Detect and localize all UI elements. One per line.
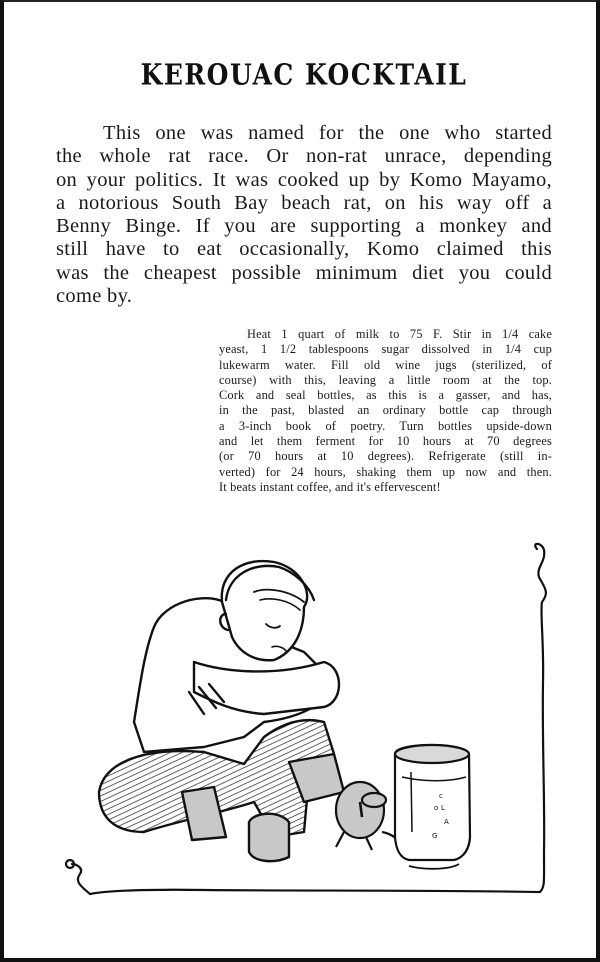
intro-line: on your politics. It was cooked up by Komo Mayamo, — [56, 168, 552, 191]
alarm-clock-icon — [336, 782, 404, 850]
recipe-line: verted) for 24 hours, shaking them up now and then. — [219, 464, 552, 479]
recipe-line: Cork and seal bottles, as this is a gasser, and has, — [219, 388, 552, 403]
svg-text:L: L — [441, 804, 445, 812]
svg-text:G: G — [432, 832, 438, 840]
intro-paragraph — [56, 122, 552, 308]
recipe-line: a 3-inch book of poetry. Turn bottles upside-down — [219, 418, 552, 433]
recipe-line: in the past, blasted an ordinary bottle cap through — [219, 403, 552, 418]
intro-line: still have to eat occasionally, Komo claimed this — [56, 238, 552, 261]
recipe-line: (or 70 hours at 10 degrees). Refrigerate (still in- — [219, 449, 552, 464]
intro-line: the whole rat race. Or non-rat unrace, depending — [56, 145, 552, 168]
recipe-line: course) with this, leaving a little room at the top. — [219, 372, 552, 387]
recipe-line: and let them ferment for 10 hours at 70 degrees — [219, 434, 552, 449]
intro-line: Benny Binge. If you are supporting a monkey and — [56, 215, 552, 238]
recipe-line: lukewarm water. Fill old wine jugs (sterilized, of — [219, 357, 552, 372]
intro-line: was the cheapest possible minimum diet you could — [56, 261, 552, 284]
page-title: KEROUAC KOCKTAIL — [140, 57, 468, 92]
recipe-paragraph — [219, 327, 552, 495]
recipe-line: Heat 1 quart of milk to 75 F. Stir in 1/4 cake — [247, 327, 552, 341]
recipe-line: yeast, 1 1/2 tablespoons sugar dissolved in 1/4 cup — [219, 342, 552, 357]
svg-text:A: A — [444, 818, 449, 826]
sitting-man-illustration — [59, 532, 579, 902]
sitting-man-figure — [99, 561, 344, 861]
recipe-line: It beats instant coffee, and it's effervescent! — [219, 479, 441, 494]
intro-line: a notorious South Bay beach rat, on his way off a — [56, 191, 552, 214]
intro-line: come by. — [56, 285, 133, 308]
intro-line: This one was named for the one who started — [103, 122, 552, 144]
svg-text:o: o — [434, 804, 439, 812]
glass-jug-icon — [395, 745, 470, 869]
svg-text:c: c — [439, 792, 443, 800]
